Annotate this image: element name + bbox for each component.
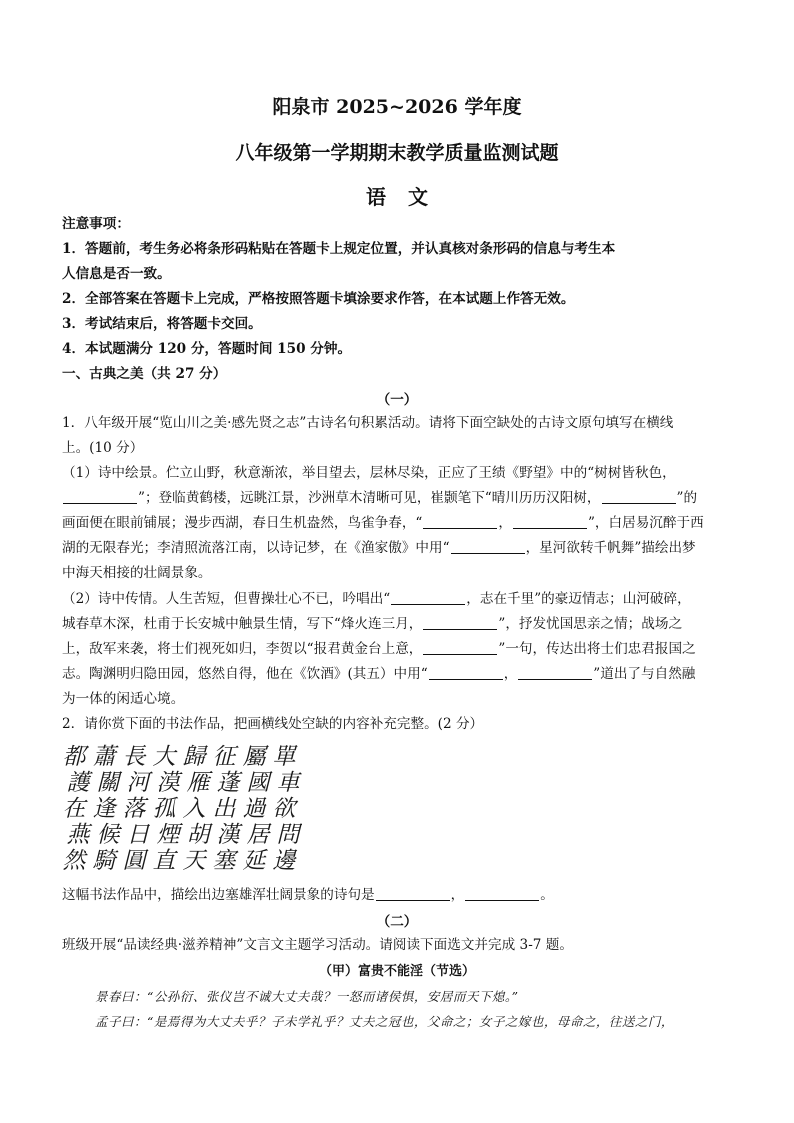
calligraphy-glyph: 延 (242, 848, 266, 874)
answer-blank[interactable] (429, 665, 503, 680)
calligraphy-glyph: 蕭 (92, 744, 116, 770)
note-item-3: 3．考试结束后，将答题卡交回。 (62, 316, 262, 332)
calligraphy-glyph: 大 (152, 744, 176, 770)
note-item-2: 2．全部答案在答题卡上完成，严格按照答题卡填涂要求作答，在本试题上作答无效。 (62, 291, 575, 307)
subject-title: 语文 (366, 185, 450, 209)
reading-intro: 班级开展“品读经典·滋养精神”文言文主题学习活动。请阅读下面选文并完成 3-7 题。 (62, 937, 573, 953)
question-2-line: 2．请你赏下面的书法作品，把画横线处空缺的内容补充完整。(2 分） (62, 716, 484, 732)
answer-blank[interactable] (465, 886, 539, 901)
calligraphy-glyph: 歸 (182, 744, 206, 770)
calligraphy-glyph: 燕 (66, 822, 90, 848)
question-1-score: 上。(10 分） (62, 440, 144, 456)
calligraphy-glyph: 入 (182, 796, 206, 822)
calligraphy-glyph: 國 (246, 770, 270, 796)
exam-title: 八年级第一学期期末教学质量监测试题 (235, 142, 559, 164)
calligraphy-glyph: 問 (276, 822, 300, 848)
question-2-answer-line: 这幅书法作品中，描绘出边塞雄浑壮阔景象的诗句是 ， 。 (62, 887, 554, 903)
calligraphy-glyph: 關 (96, 770, 120, 796)
answer-blank[interactable] (423, 514, 497, 529)
calligraphy-glyph: 過 (242, 796, 266, 822)
calligraphy-glyph: 雁 (186, 770, 210, 796)
calligraphy-glyph: 居 (246, 822, 270, 848)
calligraphy-glyph: 然 (62, 848, 86, 874)
calligraphy-glyph: 直 (152, 848, 176, 874)
q1-part1-line2: ”；登临黄鹤楼，远眺江景，沙洲草木清晰可见，崔颢笔下“晴川历历汉阳树， ”的 (62, 488, 697, 508)
calligraphy-glyph: 邊 (272, 848, 296, 874)
calligraphy-glyph: 在 (62, 796, 86, 822)
calligraphy-glyph: 屬 (242, 744, 266, 770)
q1-part1-line: （1）诗中绘景。伫立山野，秋意渐浓，举目望去，层林尽染，正应了王绩《野望》中的“树树皆秋色， (62, 465, 676, 481)
calligraphy-glyph: 長 (122, 744, 146, 770)
calligraphy-glyph: 胡 (186, 822, 210, 848)
part-heading-2: （二） (376, 914, 418, 930)
passage-title: （甲）富贵不能淫（节选） (318, 964, 475, 979)
calligraphy-glyph: 蓬 (216, 770, 240, 796)
q1-part2-line1: （2）诗中传情。人生苦短，但曹操壮心不已，吟唱出“ ，志在千里”的豪迈情志；山河破碎， (62, 591, 691, 607)
q1-part2-line4: 志。陶渊明归隐田园，悠然自得，他在《饮酒》(其五）中用“ ， ”道出了与自然融 (62, 666, 696, 682)
calligraphy-glyph: 日 (126, 822, 150, 848)
passage-line-1: 景春曰：“公孙衍、张仪岂不诚大丈夫哉？一怒而诸侯惧，安居而天下熄。” (95, 989, 519, 1004)
calligraphy-glyph: 征 (212, 744, 236, 770)
answer-blank[interactable] (451, 539, 525, 554)
calligraphy-image (62, 742, 302, 874)
exam-title-school-year: 阳泉市 2025~2026 学年度 (272, 96, 522, 118)
q1-part1-line5: 中海天相接的壮阔景象。 (62, 565, 212, 581)
calligraphy-glyph: 候 (96, 822, 120, 848)
calligraphy-glyph: 塞 (212, 848, 236, 874)
answer-blank[interactable] (423, 615, 497, 630)
calligraphy-glyph: 單 (272, 744, 296, 770)
part-heading-1: （一） (376, 392, 418, 408)
calligraphy-glyph: 逢 (92, 796, 116, 822)
answer-blank[interactable] (423, 640, 497, 655)
q1-part1-line3: 画面便在眼前铺展；漫步西湖，春日生机盎然，鸟雀争春，“ ， ”，白居易沉醉于西 (62, 515, 704, 531)
note-item-1-cont: 人信息是否一致。 (62, 266, 171, 282)
calligraphy-glyph: 孤 (152, 796, 176, 822)
note-item-1: 1．答题前，考生务必将条形码粘贴在答题卡上规定位置，并认真核对条形码的信息与考生本 (62, 241, 616, 257)
calligraphy-glyph: 漢 (216, 822, 240, 848)
section-heading: 一、古典之美（共 27 分） (62, 366, 227, 382)
answer-blank[interactable] (391, 590, 465, 605)
passage-line-2: 孟子曰：“是焉得为大丈夫乎？子未学礼乎？丈夫之冠也，父命之；女子之嫁也，母命之，往送之门， (95, 1014, 674, 1029)
answer-blank[interactable] (513, 514, 587, 529)
calligraphy-glyph: 出 (212, 796, 236, 822)
calligraphy-glyph: 天 (182, 848, 206, 874)
calligraphy-glyph: 漠 (156, 770, 180, 796)
calligraphy-glyph: 護 (66, 770, 90, 796)
calligraphy-glyph: 車 (276, 770, 300, 796)
q1-part2-line2: 城春草木深，杜甫于长安城中触景生情，写下“烽火连三月， ”，抒发忧国思亲之情；战场之 (62, 616, 683, 632)
q1-part2-line5: 为一体的闲适心境。 (62, 691, 185, 707)
calligraphy-glyph: 落 (122, 796, 146, 822)
calligraphy-glyph: 騎 (92, 848, 116, 874)
answer-blank[interactable] (63, 489, 137, 504)
notes-heading: 注意事项： (62, 216, 130, 232)
question-1-line: 1．八年级开展“览山川之美·感先贤之志”古诗名句积累活动。请将下面空缺处的古诗文原句填写在横线 (62, 415, 674, 431)
answer-blank[interactable] (518, 665, 592, 680)
q1-part2-line3: 上，敌军来袭，将士们视死如归，李贺以“报君黄金台上意， ”一句，传达出将士们忠君报国之 (62, 641, 696, 657)
calligraphy-glyph: 圓 (122, 848, 146, 874)
note-item-4: 4．本试题满分 120 分，答题时间 150 分钟。 (62, 341, 352, 357)
calligraphy-glyph: 煙 (156, 822, 180, 848)
calligraphy-glyph: 都 (62, 744, 86, 770)
answer-blank[interactable] (376, 886, 450, 901)
q1-part1-line4: 湖的无限春光；李清照流落江南，以诗记梦，在《渔家傲》中用“ ，星河欲转千帆舞”描绘出梦 (62, 540, 696, 556)
answer-blank[interactable] (602, 489, 676, 504)
calligraphy-glyph: 河 (126, 770, 150, 796)
calligraphy-glyph: 欲 (272, 796, 296, 822)
